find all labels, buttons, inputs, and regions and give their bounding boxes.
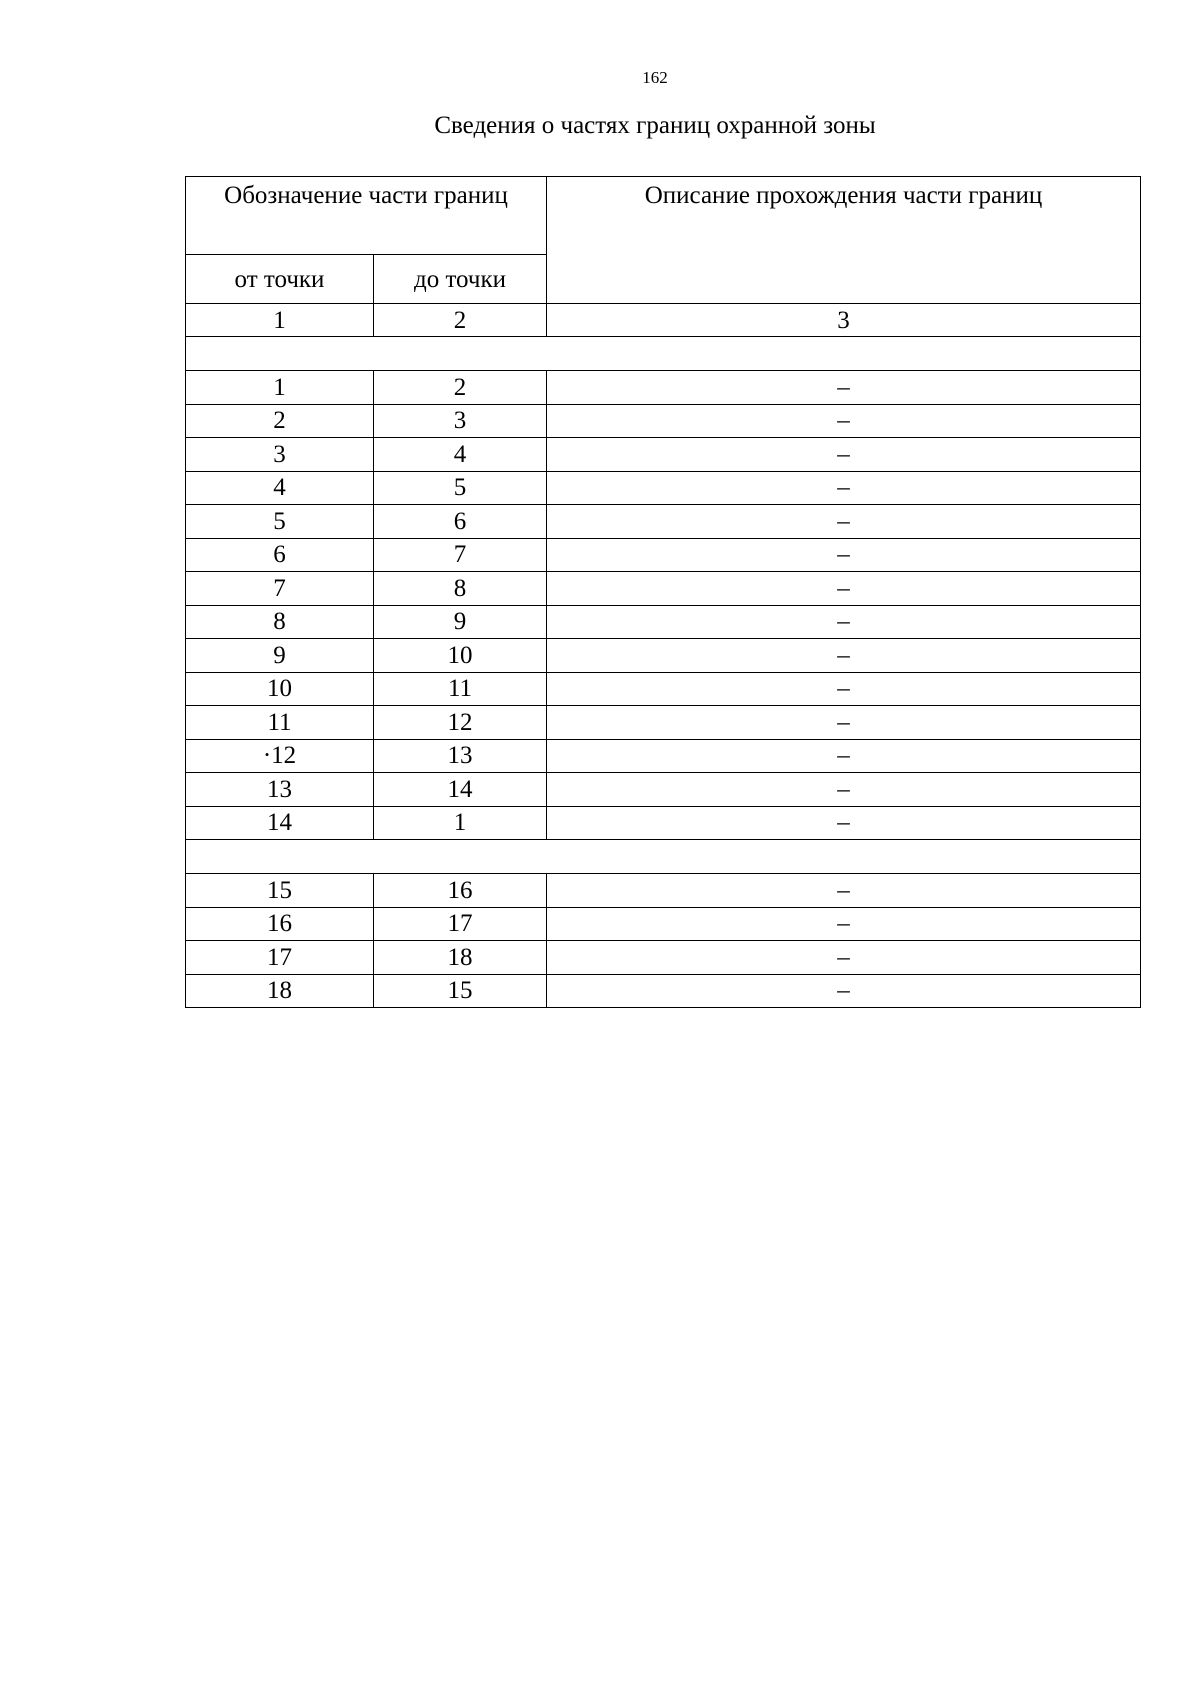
from-point-cell: 14 xyxy=(186,806,374,840)
to-point-cell: 12 xyxy=(374,706,547,740)
section-separator-row xyxy=(186,337,1141,371)
description-cell: – xyxy=(547,438,1141,472)
header-row xyxy=(186,177,1141,255)
table-row xyxy=(186,371,1141,405)
table-row xyxy=(186,471,1141,505)
description-cell: – xyxy=(547,941,1141,975)
description-cell: – xyxy=(547,471,1141,505)
column-number: 3 xyxy=(547,304,1141,337)
table-row xyxy=(186,739,1141,773)
to-point-cell: 13 xyxy=(374,739,547,773)
from-point-cell: 4 xyxy=(186,471,374,505)
header-to-point: до точки xyxy=(374,255,547,304)
description-cell: – xyxy=(547,371,1141,405)
column-numbers-row xyxy=(186,304,1141,337)
to-point-cell: 9 xyxy=(374,605,547,639)
section-1-body xyxy=(186,371,1141,840)
to-point-cell: 2 xyxy=(374,371,547,405)
from-point-cell: 15 xyxy=(186,874,374,908)
to-point-cell: 5 xyxy=(374,471,547,505)
description-cell: – xyxy=(547,605,1141,639)
to-point-cell: 6 xyxy=(374,505,547,539)
to-point-cell: 11 xyxy=(374,672,547,706)
section-separator-cell xyxy=(186,840,1141,874)
from-point-cell: 8 xyxy=(186,605,374,639)
boundary-parts-table xyxy=(185,176,1141,1008)
table-row xyxy=(186,806,1141,840)
from-point-cell: 7 xyxy=(186,572,374,606)
header-designation: Обозначение части границ xyxy=(186,177,547,255)
to-point-cell: 18 xyxy=(374,941,547,975)
from-point-cell: 17 xyxy=(186,941,374,975)
to-point-cell: 10 xyxy=(374,639,547,673)
description-cell: – xyxy=(547,538,1141,572)
from-point-cell: 2 xyxy=(186,404,374,438)
page-number: 162 xyxy=(642,68,668,87)
description-cell: – xyxy=(547,706,1141,740)
table-row xyxy=(186,672,1141,706)
to-point-cell: 8 xyxy=(374,572,547,606)
description-cell: – xyxy=(547,572,1141,606)
to-point-cell: 4 xyxy=(374,438,547,472)
section-2-body xyxy=(186,874,1141,1008)
to-point-cell: 3 xyxy=(374,404,547,438)
description-cell: – xyxy=(547,806,1141,840)
description-cell: – xyxy=(547,404,1141,438)
description-cell: – xyxy=(547,672,1141,706)
table-row xyxy=(186,974,1141,1008)
table-row xyxy=(186,907,1141,941)
from-point-cell: 5 xyxy=(186,505,374,539)
description-cell: – xyxy=(547,639,1141,673)
separator-body xyxy=(186,840,1141,874)
description-cell: – xyxy=(547,773,1141,807)
from-point-cell: 16 xyxy=(186,907,374,941)
table-row xyxy=(186,572,1141,606)
from-point-cell: ·12 xyxy=(186,739,374,773)
to-point-cell: 14 xyxy=(374,773,547,807)
table-body xyxy=(186,177,1141,371)
from-point-cell: 1 xyxy=(186,371,374,405)
from-point-cell: 11 xyxy=(186,706,374,740)
from-point-cell: 10 xyxy=(186,672,374,706)
table-row xyxy=(186,874,1141,908)
header-from-point: от точки xyxy=(186,255,374,304)
to-point-cell: 1 xyxy=(374,806,547,840)
table-row xyxy=(186,404,1141,438)
from-point-cell: 9 xyxy=(186,639,374,673)
table-row xyxy=(186,773,1141,807)
section-separator-row xyxy=(186,840,1141,874)
to-point-cell: 16 xyxy=(374,874,547,908)
to-point-cell: 7 xyxy=(374,538,547,572)
table-row xyxy=(186,438,1141,472)
from-point-cell: 3 xyxy=(186,438,374,472)
to-point-cell: 17 xyxy=(374,907,547,941)
header-description: Описание прохождения части границ xyxy=(547,177,1141,304)
to-point-cell: 15 xyxy=(374,974,547,1008)
description-cell: – xyxy=(547,974,1141,1008)
description-cell: – xyxy=(547,874,1141,908)
table-row xyxy=(186,605,1141,639)
from-point-cell: 18 xyxy=(186,974,374,1008)
from-point-cell: 6 xyxy=(186,538,374,572)
description-cell: – xyxy=(547,505,1141,539)
column-number: 1 xyxy=(186,304,374,337)
table-row xyxy=(186,505,1141,539)
document-title: Сведения о частях границ охранной зоны xyxy=(434,112,876,139)
table-row xyxy=(186,706,1141,740)
table-row xyxy=(186,941,1141,975)
section-separator-cell xyxy=(186,337,1141,371)
table-row xyxy=(186,538,1141,572)
from-point-cell: 13 xyxy=(186,773,374,807)
description-cell: – xyxy=(547,907,1141,941)
table-row xyxy=(186,639,1141,673)
description-cell: – xyxy=(547,739,1141,773)
column-number: 2 xyxy=(374,304,547,337)
